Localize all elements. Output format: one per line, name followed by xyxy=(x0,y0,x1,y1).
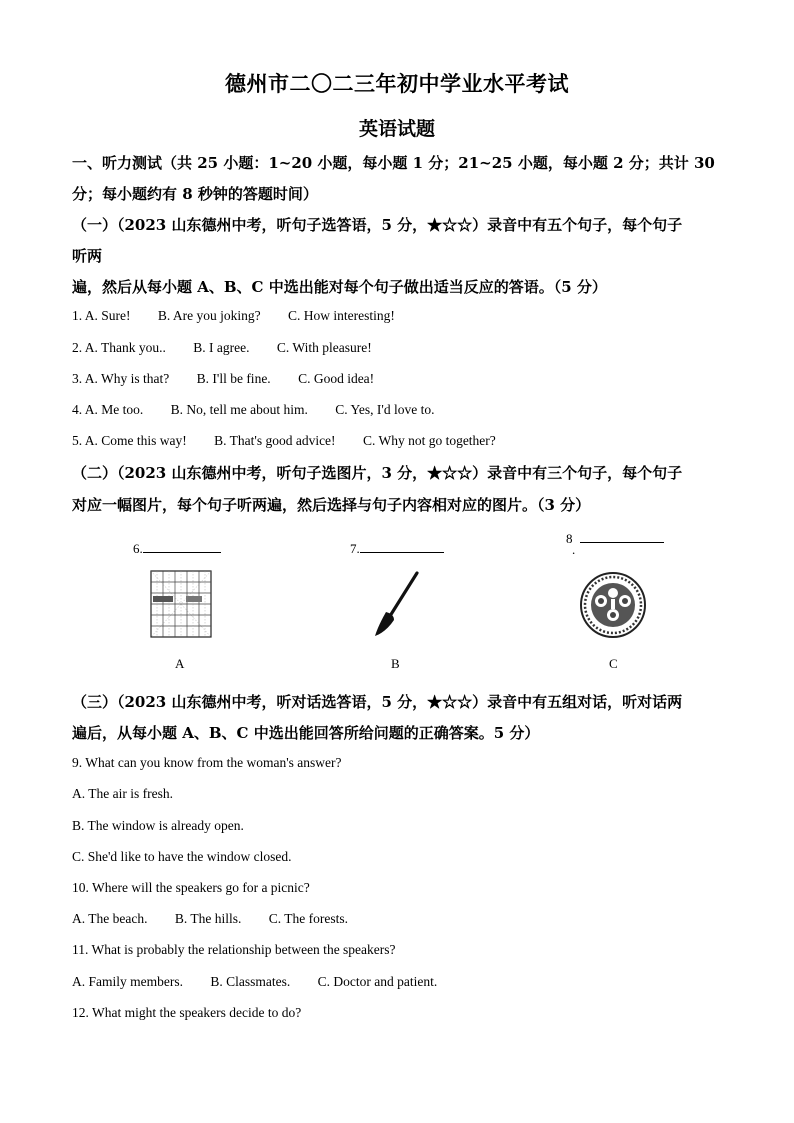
option-c: C. Why not go together? xyxy=(362,433,496,448)
part2-instruction-line1: （二）（2023 山东德州中考，听句子选图片，3 分，★☆☆）录音中有三个句子，每个句子 xyxy=(72,464,683,482)
question-number: 1. xyxy=(72,308,83,323)
question-stem: 9. What can you know from the woman's answer? xyxy=(72,755,342,770)
writing-brush-icon xyxy=(372,570,422,638)
question-number: 2. xyxy=(72,340,83,355)
blank-number: 8 xyxy=(566,531,573,546)
page-subtitle: 英语试题 xyxy=(358,118,435,140)
option-c: C. How interesting! xyxy=(288,308,395,323)
question-number: 5. xyxy=(72,433,83,448)
part1-instruction-line2: 听两 xyxy=(72,247,103,265)
option-c: C. With pleasure! xyxy=(276,340,372,355)
section1-heading-line2: 分；每小题约有 8 秒钟的答题时间） xyxy=(72,185,318,203)
part3-instruction-line1: （三）（2023 山东德州中考，听对话选答语，5 分，★☆☆）录音中有五组对话，听对话两 xyxy=(72,693,683,711)
option-b: B. The hills. xyxy=(174,911,242,926)
picture-caption-b: B xyxy=(391,656,400,671)
answer-blank-7[interactable] xyxy=(350,540,444,557)
option-a: A. Sure! xyxy=(84,308,131,323)
paper-cut-icon xyxy=(579,571,647,639)
option-c: C. She'd like to have the window closed. xyxy=(72,849,292,864)
part1-instruction-line3: 遍，然后从每小题 A、B、C 中选出能对每个句子做出适当反应的答语。（5 分） xyxy=(72,278,607,296)
option-b: B. No, tell me about him. xyxy=(170,402,308,417)
option-b: B. That's good advice! xyxy=(214,433,336,448)
page-title: 德州市二〇二三年初中学业水平考试 xyxy=(225,71,569,96)
option-a: A. Why is that? xyxy=(84,371,170,386)
picture-caption-c: C xyxy=(609,656,618,671)
option-a: A. Family members. xyxy=(72,974,183,989)
question-number: 4. xyxy=(72,402,83,417)
blank-number: 6. xyxy=(133,541,143,556)
question-number: 3. xyxy=(72,371,83,386)
picture-caption-a: A xyxy=(175,656,185,671)
option-a: A. The air is fresh. xyxy=(72,786,173,801)
answer-blank-8[interactable] xyxy=(566,530,664,557)
calligraphy-grid-paper-icon xyxy=(150,570,212,638)
option-b: B. I agree. xyxy=(193,340,250,355)
option-b: B. I'll be fine. xyxy=(196,371,271,386)
option-a: A. Come this way! xyxy=(84,433,187,448)
question-stem: 10. Where will the speakers go for a picnic? xyxy=(72,880,310,895)
question-row xyxy=(72,371,374,387)
option-c: C. Yes, I'd love to. xyxy=(335,402,435,417)
part1-instruction-line1: （一）（2023 山东德州中考，听句子选答语，5 分，★☆☆）录音中有五个句子，每个句子 xyxy=(72,216,683,234)
question-row xyxy=(72,433,496,449)
section1-heading-line1: 一、听力测试（共 25 小题：1~20 小题，每小题 1 分；21~25 小题，每小题 2 分；共计 30 xyxy=(72,154,715,172)
option-c: C. Doctor and patient. xyxy=(317,974,438,989)
question-options-row xyxy=(72,974,437,990)
option-b: B. The window is already open. xyxy=(72,818,244,833)
option-b: B. Classmates. xyxy=(210,974,291,989)
option-c: C. Good idea! xyxy=(298,371,375,386)
question-row xyxy=(72,402,434,418)
option-a: A. The beach. xyxy=(72,911,148,926)
option-a: A. Thank you.. xyxy=(84,340,166,355)
blank-number: 7. xyxy=(350,541,360,556)
question-row xyxy=(72,340,372,356)
question-stem: 12. What might the speakers decide to do? xyxy=(72,1005,302,1020)
part2-instruction-line2: 对应一幅图片，每个句子听两遍，然后选择与句子内容相对应的图片。（3 分） xyxy=(72,496,591,514)
part3-instruction-line2: 遍后，从每小题 A、B、C 中选出能回答所给问题的正确答案。5 分） xyxy=(72,724,540,742)
option-a: A. Me too. xyxy=(84,402,144,417)
answer-blank-6[interactable] xyxy=(133,540,221,557)
question-row xyxy=(72,308,395,324)
question-options-row xyxy=(72,911,348,927)
option-c: C. The forests. xyxy=(268,911,348,926)
question-stem: 11. What is probably the relationship between the speakers? xyxy=(72,942,396,957)
blank-dot: . xyxy=(572,542,576,557)
option-b: B. Are you joking? xyxy=(157,308,261,323)
